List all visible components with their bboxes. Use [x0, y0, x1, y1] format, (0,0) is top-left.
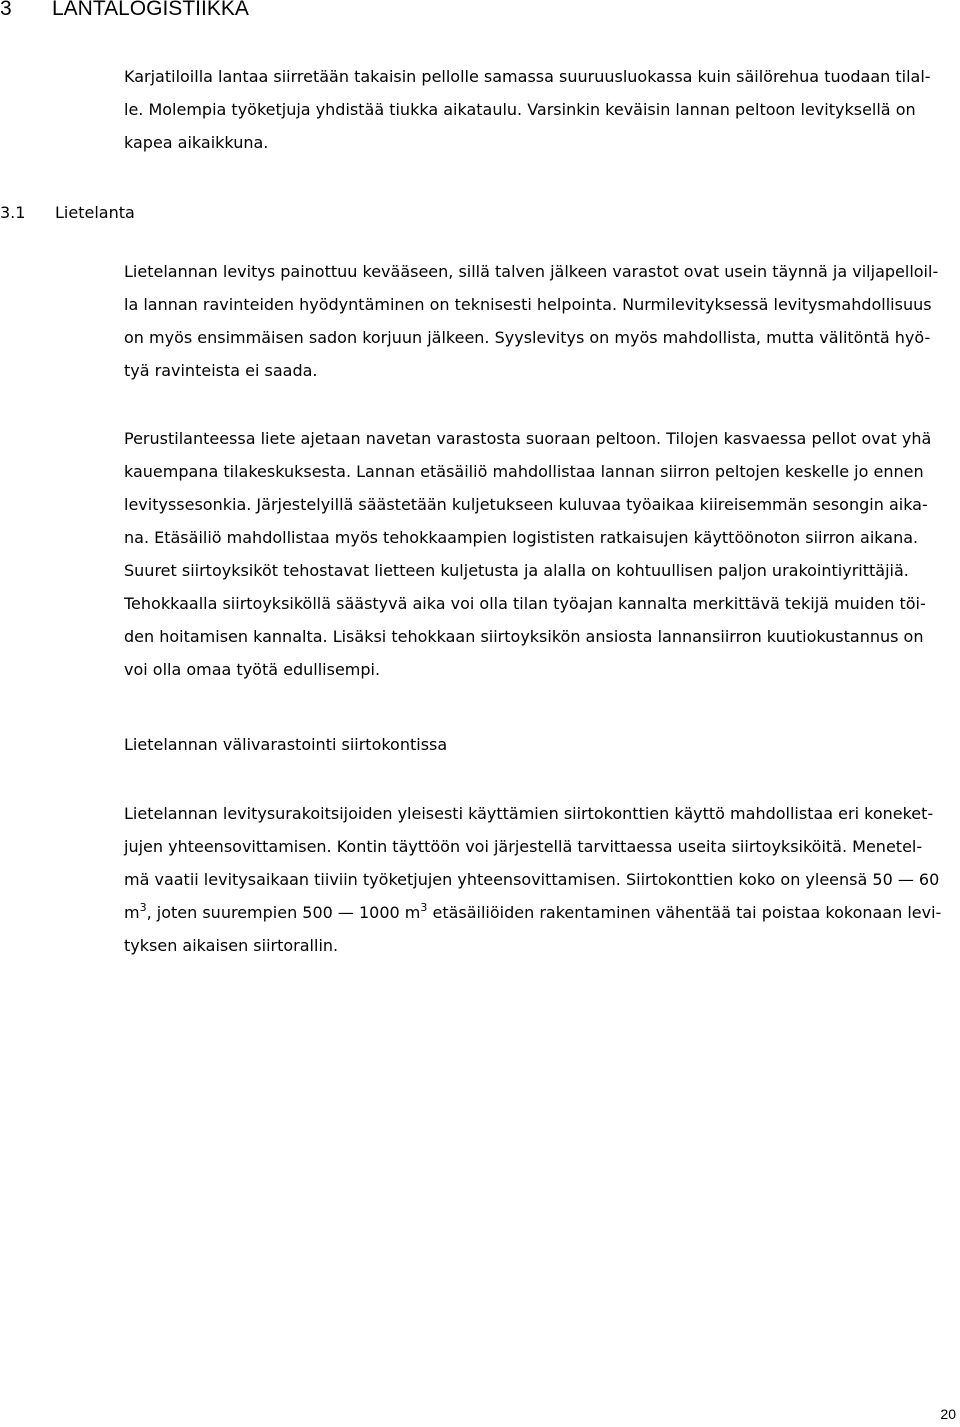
text-line: tyä ravinteista ei saada.	[124, 361, 318, 380]
paragraph-container	[124, 797, 952, 962]
paragraph-storage	[124, 422, 952, 686]
text-line: den hoitamisen kannalta. Lisäksi tehokkaan siirtoyksikön ansiosta lannansiirron kuutiokustannus on	[124, 627, 924, 646]
text-line: tyksen aikaisen siirtorallin.	[124, 936, 339, 955]
text-line: mä vaatii levitysaikaan tiiviin työketjujen yhteensovittamisen. Siirtokonttien koko on yleensä 50 — 60	[124, 870, 940, 889]
superscript: 3	[139, 901, 147, 914]
section-heading	[0, 201, 135, 225]
text-line: Tehokkaalla siirtoyksiköllä säästyvä aika voi olla tilan työajan kannalta merkittävä tekijä muiden töi-	[124, 594, 926, 613]
text-line: na. Etäsäiliö mahdollistaa myös tehokkaampien logististen ratkaisujen käyttöönoton siirron aikana.	[124, 528, 919, 547]
text-line: voi olla omaa työtä edullisempi.	[124, 660, 381, 679]
chapter-title: LANTALOGISTIIKKA	[52, 0, 249, 20]
text-line: Karjatiloilla lantaa siirretään takaisin pellolle samassa suuruusluokassa kuin säilörehua tuodaan tilal-	[124, 67, 931, 86]
text-line: jujen yhteensovittamisen. Kontin täyttöön voi järjestellä tarvittaessa useita siirtoyksiköitä. Menetel-	[124, 837, 923, 856]
text-line: kapea aikaikkuna.	[124, 133, 269, 152]
paragraph-spreading	[124, 255, 952, 387]
text-line: levityssesonkia. Järjestelyillä säästetään kuljetukseen kuluvaa työaikaa kiireisemmän sesongin aika-	[124, 495, 928, 514]
chapter-heading	[0, 0, 249, 21]
subheading: Lietelannan välivarastointi siirtokontissa	[124, 735, 448, 754]
chapter-number: 3	[0, 0, 12, 20]
text-line: kauempana tilakeskuksesta. Lannan etäsäiliö mahdollistaa lannan siirron peltojen keskelle jo ennen	[124, 462, 924, 481]
text-line: on myös ensimmäisen sadon korjuun jälkeen. Syyslevitys on myös mahdollista, mutta välitöntä hyö-	[124, 328, 931, 347]
text-fragment: m	[124, 903, 140, 922]
section-title: Lietelanta	[55, 203, 135, 222]
text-fragment: etäsäiliöiden rakentaminen vähentää tai poistaa kokonaan levi-	[427, 903, 942, 922]
text-line: Suuret siirtoyksiköt tehostavat lietteen kuljetusta ja alalla on kohtuullisen paljon urakointiyrittäjiä.	[124, 561, 909, 580]
text-line: la lannan ravinteiden hyödyntäminen on teknisesti helpointa. Nurmilevityksessä levitysmahdollisuus	[124, 295, 932, 314]
section-number: 3.1	[0, 203, 26, 222]
text-line: Lietelannan levitysurakoitsijoiden yleisesti käyttämien siirtokonttien käyttö mahdollistaa eri koneket-	[124, 804, 934, 823]
text-line: le. Molempia työketjuja yhdistää tiukka aikataulu. Varsinkin keväisin lannan peltoon levityksellä on	[124, 100, 916, 119]
page-number: 20	[940, 1406, 956, 1422]
text-fragment: , joten suurempien 500 — 1000 m	[146, 903, 421, 922]
superscript: 3	[420, 901, 428, 914]
text-line: Lietelannan levitys painottuu kevääseen, sillä talven jälkeen varastot ovat usein täynnä ja viljapelloil-	[124, 262, 939, 281]
text-line	[124, 896, 952, 929]
intro-paragraph	[124, 60, 952, 159]
text-line: Perustilanteessa liete ajetaan navetan varastosta suoraan peltoon. Tilojen kasvaessa pellot ovat yhä	[124, 429, 932, 448]
